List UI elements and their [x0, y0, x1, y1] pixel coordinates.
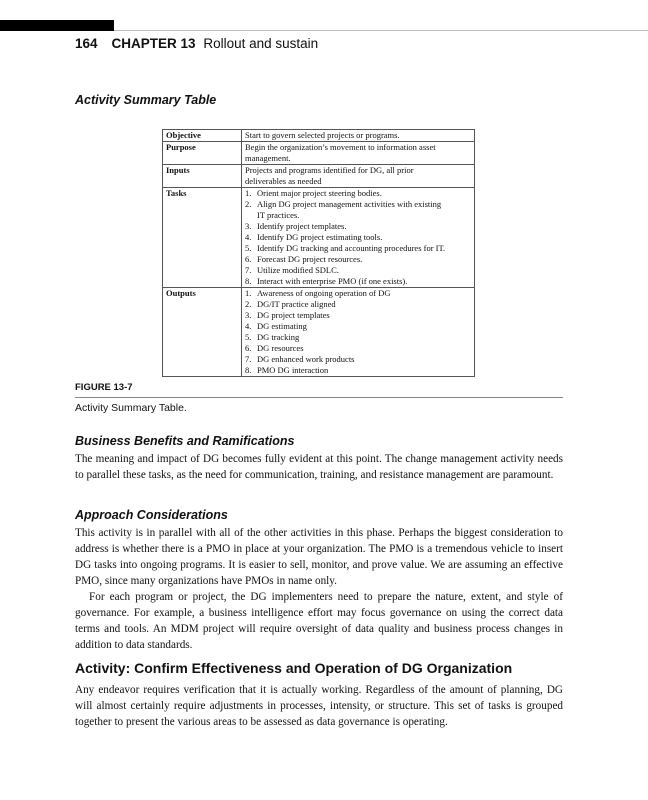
table-row-tasks: [163, 188, 475, 288]
activity-paragraph: [75, 682, 563, 730]
output-item: 8. PMO DG interaction: [245, 365, 329, 375]
approach-paragraphs: [75, 525, 563, 653]
output-item: 1. Awareness of ongoing operation of DG: [245, 288, 391, 298]
business-benefits-paragraph: [75, 451, 563, 483]
objective-label: Objective: [163, 130, 242, 142]
approach-heading: Approach Considerations: [75, 508, 228, 522]
tasks-label: Tasks: [163, 188, 242, 288]
approach-paragraph-2: For each program or project, the DG implementers need to prepare the nature, extent, and style of governance. For example, a business intelligence effort may focus governance on using the correct data terms and tools. An MDM project will require oversight of data quality and business process changes in addition to data standards.: [75, 591, 563, 651]
activity-text: Any endeavor requires verification that it is actually working. Regardless of the amount of planning, DG will almost certainly require adjustments in processes, intensity, or structure. This set of tasks is grouped together to present the various areas to be assessed as data governance is operating.: [75, 684, 563, 728]
figure-label: FIGURE 13-7: [75, 382, 133, 393]
output-item: 6. DG resources: [245, 343, 304, 353]
output-item: 2. DG/IT practice aligned: [245, 299, 336, 309]
outputs-list: [242, 288, 475, 377]
output-item: 4. DG estimating: [245, 321, 307, 331]
approach-paragraph-1: This activity is in parallel with all of the other activities in this phase. Perhaps the biggest consideration to address is whether there is a PMO in place at your organization. The PMO is a tremendous vehicle to insert DG tasks into ongoing programs. It is easier to sell, monitor, and prove value. We are assuming an effective PMO, since many organizations have PMOs in name only.: [75, 527, 563, 587]
outputs-label: Outputs: [163, 288, 242, 377]
task-item: 4. Identify DG project estimating tools.: [245, 232, 383, 242]
activity-summary-heading: Activity Summary Table: [75, 93, 217, 107]
table-row-inputs: [163, 165, 475, 188]
objective-value: Start to govern selected projects or programs.: [242, 130, 475, 142]
business-benefits-heading: Business Benefits and Ramifications: [75, 434, 295, 448]
header-rule: [114, 30, 648, 31]
table-row-purpose: [163, 142, 475, 165]
task-item: 8. Interact with enterprise PMO (if one exists).: [245, 276, 408, 286]
figure-rule: [75, 397, 563, 398]
task-item: 3. Identify project templates.: [245, 221, 347, 231]
inputs-line: deliverables as needed: [245, 176, 322, 186]
output-item: 3. DG project templates: [245, 310, 330, 320]
activity-heading: Activity: Confirm Effectiveness and Operation of DG Organization: [75, 660, 513, 676]
inputs-line: Projects and programs identified for DG, all prior: [245, 165, 414, 175]
page-number: 164: [75, 36, 98, 51]
task-item: 1. Orient major project steering bodies.: [245, 188, 382, 198]
task-item: 7. Utilize modified SDLC.: [245, 265, 339, 275]
business-benefits-text: The meaning and impact of DG becomes fully evident at this point. The change management activity needs to parallel these tasks, as the need for communication, training, and resistance management are paramount.: [75, 453, 563, 481]
output-item: 7. DG enhanced work products: [245, 354, 355, 364]
chapter-title: Rollout and sustain: [203, 36, 319, 51]
task-item: 2. Align DG project management activities with existing IT practices.: [245, 199, 442, 220]
table-row-outputs: [163, 288, 475, 377]
header-black-bar: [0, 20, 114, 31]
purpose-label: Purpose: [163, 142, 242, 165]
output-item: 5. DG tracking: [245, 332, 300, 342]
task-item: 5. Identify DG tracking and accounting procedures for IT.: [245, 243, 446, 253]
table-row-objective: [163, 130, 475, 142]
purpose-value: [242, 142, 475, 165]
tasks-list: [242, 188, 475, 288]
inputs-label: Inputs: [163, 165, 242, 188]
inputs-value: [242, 165, 475, 188]
purpose-line: management.: [245, 153, 291, 163]
task-item: 6. Forecast DG project resources.: [245, 254, 363, 264]
chapter-label: CHAPTER 13: [111, 36, 196, 51]
purpose-line: Begin the organization’s movement to information asset: [245, 142, 436, 152]
running-header: [75, 36, 318, 51]
figure-caption: Activity Summary Table.: [75, 402, 187, 414]
activity-summary-table: [162, 129, 475, 377]
